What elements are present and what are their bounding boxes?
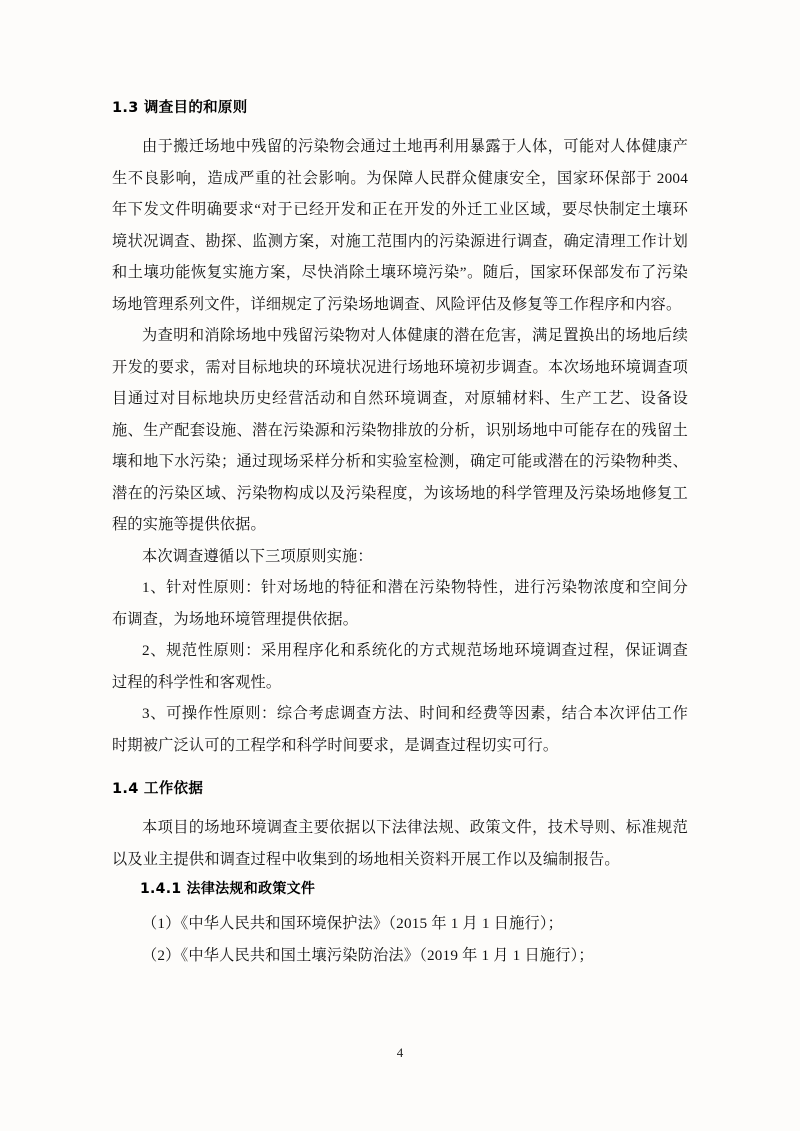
principle-item-2: 2、规范性原则：采用程序化和系统化的方式规范场地环境调查过程，保证调查过程的科学性和客观性。	[112, 642, 688, 691]
principle-item-3: 3、可操作性原则：综合考虑调查方法、时间和经费等因素，结合本次评估工作时期被广泛认可的工程学和科学时间要求，是调查过程切实可行。	[112, 705, 688, 754]
subsection-heading-1-4-1: 1.4.1 法律法规和政策文件	[140, 881, 316, 897]
section-heading-1-4: 1.4 工作依据	[112, 781, 204, 797]
section-spacer	[112, 761, 688, 777]
regulation-item-1: （1）《中华人民共和国环境保护法》（2015 年 1 月 1 日施行）；	[142, 915, 564, 932]
paragraph: 由于搬迁场地中残留的污染物会通过土地再利用暴露于人体，可能对人体健康产生不良影响，造成严重的社会影响。为保障人民群众健康安全，国家环保部于 2004 年下发文件明确要求“对于已经开发和正在开发的外迁工业区域，要尽快制定土壤环境状况调查、勘探、监测方案，对施工范围内的污染源进行调查，确定清理工作计划和土壤功能恢复实施方案，尽快消除土壤环境污染”。随后，国家环保部发布了污染场地管理系列文件，详细规定了污染场地调查、风险评估及修复等工作程序和内容。	[112, 138, 688, 313]
paragraph: 为查明和消除场地中残留污染物对人体健康的潜在危害，满足置换出的场地后续开发的要求，需对目标地块的环境状况进行场地环境初步调查。本次场地环境调查项目通过对目标地块历史经营活动和自然环境调查，对原辅材料、生产工艺、设备设施、生产配套设施、潜在污染源和污染物排放的分析，识别场地中可能存在的残留土壤和地下水污染；通过现场采样分析和实验室检测，确定可能或潜在的污染物种类、潜在的污染区域、污染物构成以及污染程度，为该场地的科学管理及污染场地修复工程的实施等提供依据。	[112, 327, 688, 533]
principle-item-1: 1、针对性原则：针对场地的特征和潜在污染物特性，进行污染物浓度和空间分布调查，为场地环境管理提供依据。	[112, 579, 688, 628]
page-number: 4	[396, 1045, 404, 1060]
regulation-item-2: （2）《中华人民共和国土壤污染防治法》（2019 年 1 月 1 日施行）；	[142, 946, 594, 964]
page-content	[112, 96, 688, 971]
paragraph: 本次调查遵循以下三项原则实施：	[142, 547, 373, 565]
paragraph: 本项目的场地环境调查主要依据以下法律法规、政策文件，技术导则、标准规范以及业主提供和调查过程中收集到的场地相关资料开展工作以及编制报告。	[112, 819, 688, 868]
section-heading-1-3: 1.3 调查目的和原则	[112, 100, 248, 116]
